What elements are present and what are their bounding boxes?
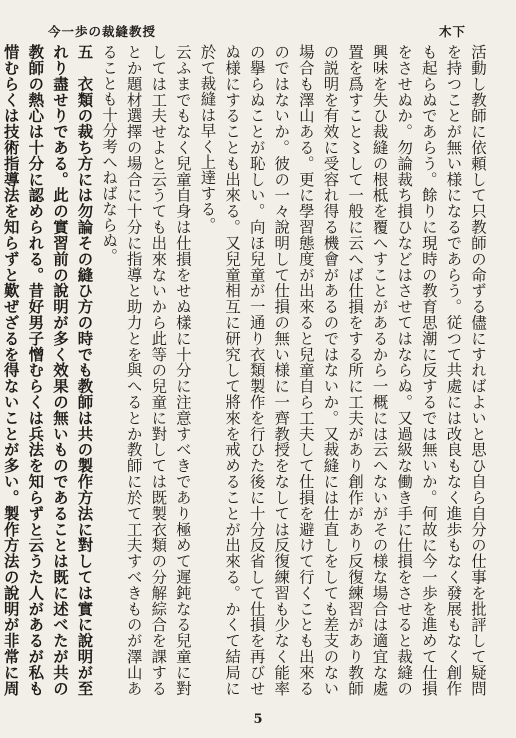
header-section: 木下 [438,24,466,39]
page-number: 5 [253,712,263,727]
header-book-title: 今一歩の裁縫教授 [48,24,157,39]
paragraph-2: 云ふまでもなく兒童自身は仕損をせぬ樣に十分に注意すべきであり極めて遲鈍なる兒童に對しては工夫せよと云うても出來ないから此等の兒童に對しては既製衣類の分解綜合を課するとか題材選擇の場合に十分に指導と助力とを與へるとか教師に於て工夫すべきものが澤山あることも十分考へねばならぬ。 [100,44,192,696]
section-5-paragraph: 五 衣類の裁ち方には勿論その縫ひ方の時でも教師は共の製作方法に對しては實に說明が至れり盡せりである。此の實習前の說明が多く效果の無いものであることは既に述べたが共の教師の熱心は十分に認められる。昔好男子憎むらくは兵法を知らずと云うた人があるが私も惜むらくは技術指導法を知らずと歎ぜざるを得ないことが多い。製作方法の說明が非常に周 [1,44,94,696]
vertical-text-body [1,44,490,696]
paragraph-1: 活動し教師に依頼して只教師の命ずる儘にすればよいと思ひ自ら自分の仕事を批評して疑問を持つことが無い様になるであらう。従つて共處には改良もなく進歩もなく發展もなく創作も起らぬであらう。餘りに現時の教育思潮に反するでは無いか。何故に今一歩を進めて仕損をさせぬか。勿論裁ち損ひなどはさせてはならぬ。又過級な働き手に仕損をさせると裁縫の興味を失ひ裁縫の根柢を覆へすことがあるから一概には云へないがその様な場合は適宜な處置を爲すこと〻して一般に云へば仕損をする所に工夫があり創作があり反復練習があり教師の説明を有效に受容れ得る機會があるのではないか。又裁縫には仕直しをしても差支のない場合も澤山ある。更に學習態度が出來ると兒童自ら工夫して仕損を避けて行くことも出來るのではないか。彼の一々說明して仕損の無い様に一齊教授をなしては反復練習も少なく能率の擧らぬことが恥しい。向ほ兒童が一通り衣類製作を行ひた後に十分反省して仕損を再びせぬ様にすることも出來る。又兒童相互に研究して將來を戒めることが出來る。かくて結局に於て裁縫は早く上達する。 [198,44,487,696]
running-header [48,22,466,40]
